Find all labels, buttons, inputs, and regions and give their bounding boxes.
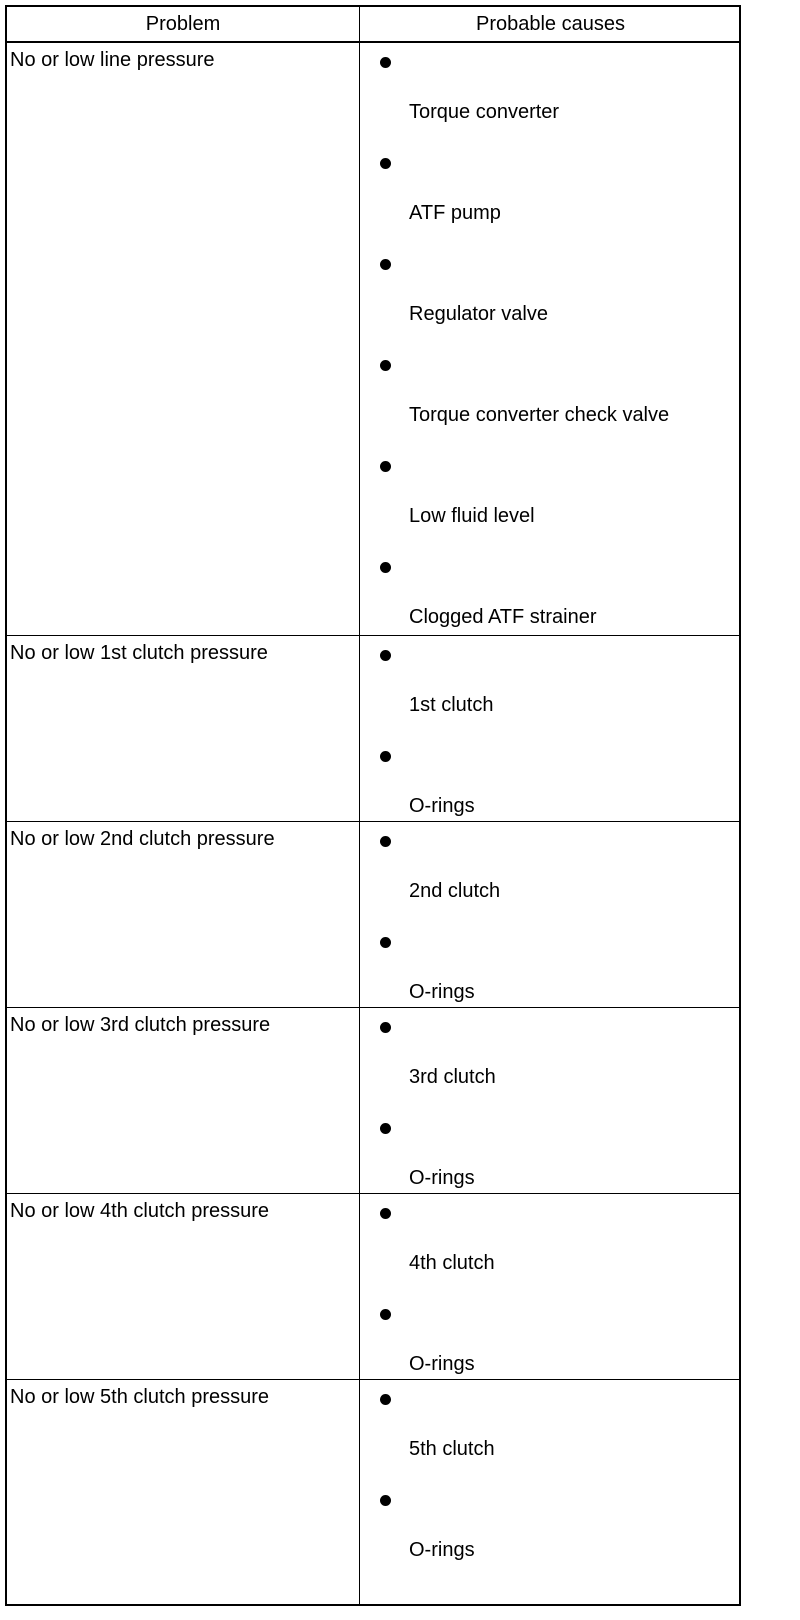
cause-text: Torque converter <box>409 101 560 123</box>
cause-text: 5th clutch <box>409 1438 495 1460</box>
cause-item <box>360 1194 741 1295</box>
cause-item <box>360 144 741 245</box>
bullet-icon <box>380 1123 391 1134</box>
cause-text: Low fluid level <box>409 505 535 527</box>
bullet-icon <box>380 259 391 270</box>
bullet-icon <box>380 1208 391 1219</box>
bullet-icon <box>380 650 391 661</box>
bullet-icon <box>380 1495 391 1506</box>
header-problem: Problem <box>145 13 221 35</box>
bullet-icon <box>380 1394 391 1405</box>
cause-text: Torque converter check valve <box>409 404 670 426</box>
bullet-icon <box>380 360 391 371</box>
table-header-row <box>7 7 739 43</box>
causes-cell <box>360 43 741 649</box>
cause-text: 4th clutch <box>409 1252 495 1274</box>
cause-text: 2nd clutch <box>409 880 501 902</box>
causes-cell <box>360 1008 741 1210</box>
table-row <box>7 1194 739 1380</box>
cause-item <box>360 1008 741 1109</box>
bullet-icon <box>380 1309 391 1320</box>
causes-cell <box>360 1380 741 1582</box>
cause-item <box>360 1481 741 1582</box>
cause-text: Regulator valve <box>409 303 548 325</box>
problem-cell: No or low 2nd clutch pressure <box>10 828 275 850</box>
cause-item <box>360 822 741 923</box>
problem-cell: No or low line pressure <box>10 49 215 71</box>
cause-item <box>360 636 741 737</box>
causes-cell <box>360 822 741 1024</box>
cause-text: O-rings <box>409 1167 475 1189</box>
header-probable-causes: Probable causes <box>476 13 625 35</box>
bullet-icon <box>380 937 391 948</box>
cause-item <box>360 1380 741 1481</box>
bullet-icon <box>380 751 391 762</box>
cause-text: 3rd clutch <box>409 1066 496 1088</box>
cause-item <box>360 447 741 548</box>
cause-text: Clogged ATF strainer <box>409 606 597 628</box>
bullet-icon <box>380 158 391 169</box>
cause-item <box>360 548 741 649</box>
problem-cell: No or low 1st clutch pressure <box>10 642 268 664</box>
bullet-icon <box>380 562 391 573</box>
bullet-icon <box>380 57 391 68</box>
cause-text: 1st clutch <box>409 694 494 716</box>
table-row <box>7 43 739 636</box>
causes-cell <box>360 1194 741 1396</box>
cause-text: O-rings <box>409 981 475 1003</box>
bullet-icon <box>380 461 391 472</box>
causes-cell <box>360 636 741 838</box>
cause-text: ATF pump <box>409 202 501 224</box>
table-row <box>7 1380 739 1604</box>
troubleshooting-table <box>5 5 741 1606</box>
bullet-icon <box>380 1022 391 1033</box>
cause-text: O-rings <box>409 795 475 817</box>
cause-text: O-rings <box>409 1539 475 1561</box>
cause-item <box>360 43 741 144</box>
problem-cell: No or low 3rd clutch pressure <box>10 1014 271 1036</box>
cause-item <box>360 346 741 447</box>
bullet-icon <box>380 836 391 847</box>
table-row <box>7 1008 739 1194</box>
cause-text: O-rings <box>409 1353 475 1375</box>
problem-cell: No or low 4th clutch pressure <box>10 1200 270 1222</box>
table-row <box>7 822 739 1008</box>
cause-item <box>360 245 741 346</box>
problem-cell: No or low 5th clutch pressure <box>10 1386 270 1408</box>
table-row <box>7 636 739 822</box>
